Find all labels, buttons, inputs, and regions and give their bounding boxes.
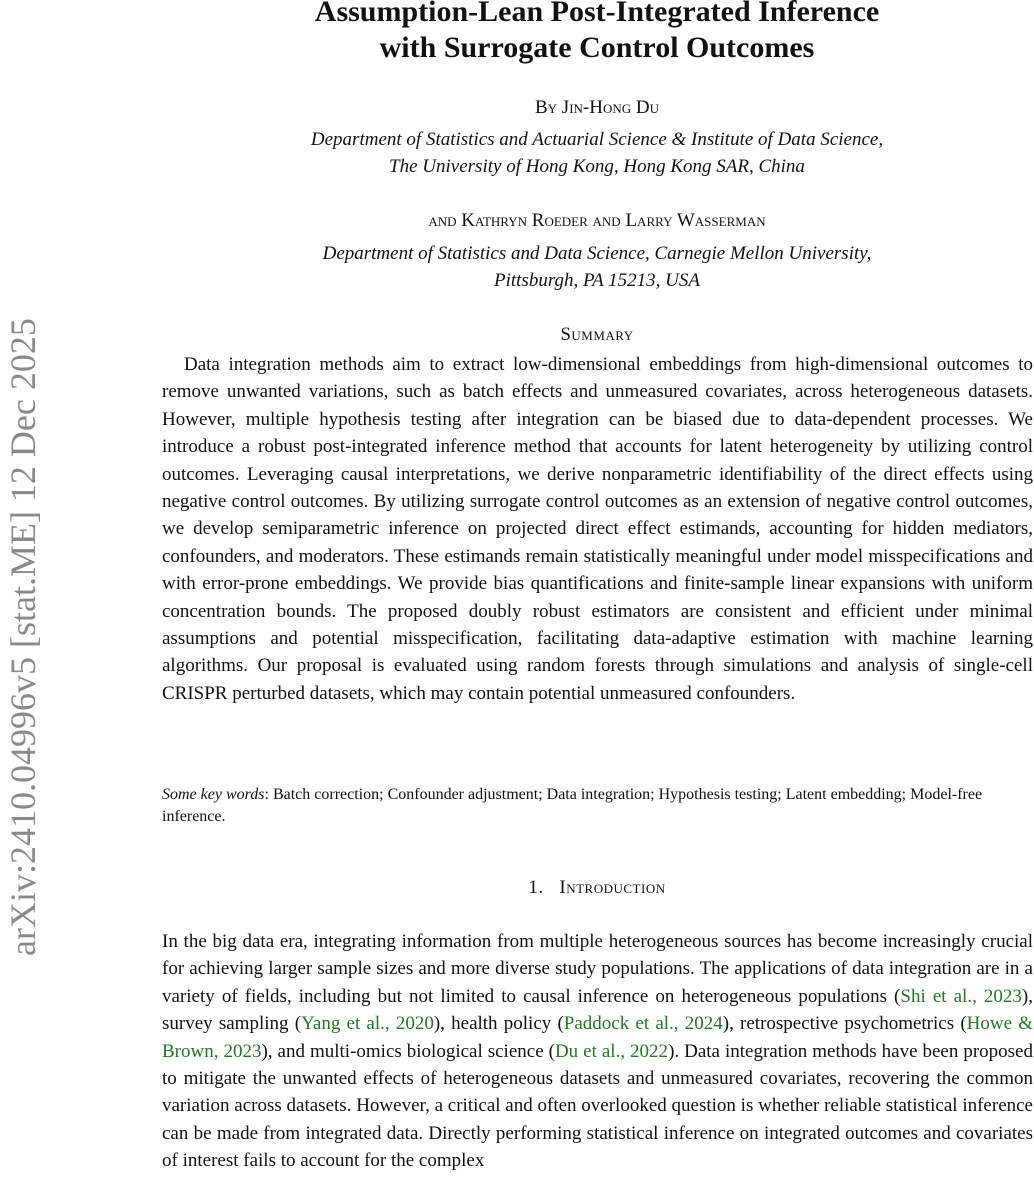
citation-link-yang-2020[interactable]: Yang et al., 2020 [301,1013,434,1035]
affiliation-1-line-1: Department of Statistics and Actuarial Science & Institute of Data Science, [310,129,884,150]
intro-text-6: ). Data integration methods have been proposed to mitigate the unwanted effects of heterogeneous datasets and unmeasured covariates, recovering the common variation across datasets. However, a critical and often overlooked question is whether reliable statistical inference can be made from integrated data. Directly performing statistical inference on integrated outcomes and covariates of interest fails to account for the complex [162,1040,1033,1172]
affiliation-2-line-1: Department of Statistics and Data Science, Carnegie Mellon University, [322,243,872,264]
intro-text-1: In the big data era, integrating information from multiple heterogeneous sources has become increasingly crucial for achieving larger sample sizes and more diverse study populations. The applications of data integration are in a variety of fields, including but not limited to causal inference on heterogeneous populations ( [162,931,1033,1007]
paper-title-line-1: Assumption-Lean Post-Integrated Inference [314,0,880,28]
citation-link-du-2022[interactable]: Du et al., 2022 [554,1040,669,1062]
keywords-list: : Batch correction; Confounder adjustment; Data integration; Hypothesis testing; Latent embedding; Model-free inference. [162,786,983,825]
intro-text-5: ), and multi-omics biological science ( [261,1040,555,1062]
citation-link-paddock-2024[interactable]: Paddock et al., 2024 [563,1013,723,1035]
section-title: Introduction [559,877,666,898]
intro-text-3: ), health policy ( [433,1013,564,1035]
arxiv-identifier-stamp [0,196,46,956]
affiliation-2-line-2: Pittsburgh, PA 15213, USA [493,270,701,291]
section-number: 1. [528,877,544,898]
paper-title-line-2: with Surrogate Control Outcomes [379,31,815,64]
keywords-block [162,784,1033,828]
author-byline-2: and Kathryn Roeder and Larry Wasserman [428,210,766,231]
keywords-label: Some key words [162,786,265,803]
summary-paragraph: Data integration methods aim to extract low-dimensional embeddings from high-dimensional outcomes to remove unwanted variations, such as batch effects and unmeasured covariates, across heterogeneous datasets. However, multiple hypothesis testing after integration can be biased due to data-dependent processes. We introduce a robust post-integrated inference method that accounts for latent heterogeneity by utilizing control outcomes. Leveraging causal interpretations, we derive nonparametric identifiability of the direct effects using negative control outcomes. By utilizing surrogate control outcomes as an extension of negative control outcomes, we develop semiparametric inference on projected direct effect estimands, accounting for hidden mediators, confounders, and moderators. These estimands remain statistically meaningful under model misspecifications and with error-prone embeddings. We provide bias quantifications and finite-sample linear expansions with uniform concentration bounds. The proposed doubly robust estimators are consistent and efficient under minimal assumptions and potential misspecification, facilitating data-adaptive estimation with machine learning algorithms. Our proposal is evaluated using random forests through simulations and analysis of single-cell CRISPR perturbed datasets, which may contain potential unmeasured confounders. [162,354,1033,704]
introduction-heading [160,875,1034,901]
intro-text-4: ), retrospective psychometrics ( [722,1013,967,1035]
summary-heading: Summary [560,324,634,345]
arxiv-id-text: arXiv:2410.04996v5 [stat.ME] 12 Dec 2025 [3,318,43,956]
citation-link-shi-2023[interactable]: Shi et al., 2023 [900,985,1022,1007]
affiliation-1-line-2: The University of Hong Kong, Hong Kong SAR, China [389,156,805,177]
citation-link-howe-brown-2023[interactable]: Howe & Brown, 2023 [162,1013,1034,1062]
author-byline-1: By Jin-Hong Du [535,97,659,118]
intro-text-2: ), survey sampling ( [162,985,1033,1035]
introduction-paragraph [162,928,1033,1175]
